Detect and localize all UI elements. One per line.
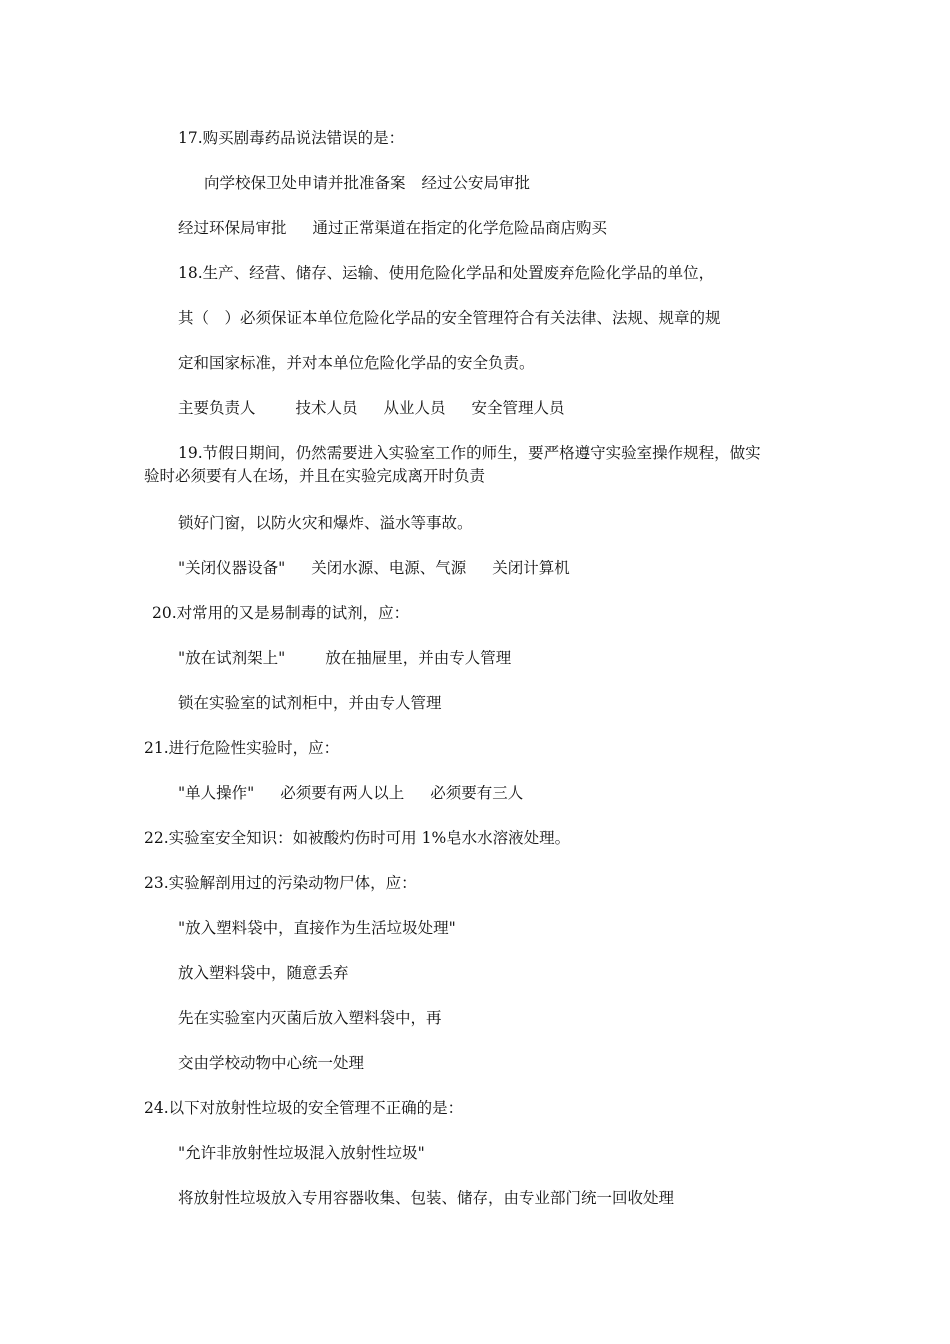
question-21-option-c: 必须要有三人 — [430, 784, 524, 802]
question-18-stem-line-1 — [178, 262, 714, 284]
question-19-stem-line-1 — [178, 442, 761, 464]
question-17-stem-text: 17.购买剧毒药品说法错误的是： — [178, 129, 405, 147]
question-24-option-a: "允许非放射性垃圾混入放射性垃圾" — [178, 1144, 425, 1162]
question-17-option-a: 向学校保卫处申请并批准备案 — [204, 174, 406, 192]
question-17-options-row-1 — [204, 172, 530, 194]
question-21-options — [178, 782, 523, 804]
question-17-option-c: 经过环保局审批 — [178, 219, 287, 237]
question-21-stem-text: 21.进行危险性实验时，应： — [144, 739, 340, 757]
question-23-option-c-line-2: 交由学校动物中心统一处理 — [178, 1054, 365, 1072]
question-18-option-a: 主要负责人 — [178, 399, 256, 417]
question-19-option-c: 关闭计算机 — [492, 559, 570, 577]
question-23-option-a: "放入塑料袋中，直接作为生活垃圾处理" — [178, 919, 456, 937]
question-19-stem-text-2: 验时必须要有人在场，并且在实验完成离开时负责 — [144, 467, 486, 485]
question-18-stem-line-2 — [178, 307, 721, 329]
question-19-option-b: 关闭水源、电源、气源 — [311, 559, 467, 577]
question-20-option-a: "放在试剂架上" — [178, 649, 286, 667]
question-20-options-row-2 — [178, 692, 442, 714]
question-19-options — [178, 557, 570, 579]
question-23-option-c-row-1 — [178, 1007, 442, 1029]
question-24-stem — [144, 1097, 463, 1119]
question-19-stem-line-3 — [178, 512, 473, 534]
question-17-option-d: 通过正常渠道在指定的化学危险品商店购买 — [312, 219, 608, 237]
question-18-option-c: 从业人员 — [383, 399, 446, 417]
question-20-stem — [152, 602, 409, 624]
question-21-stem — [144, 737, 339, 759]
question-22-stem-text: 22.实验室安全知识：如被酸灼伤时可用 1%皂水水溶液处理。 — [144, 829, 571, 847]
question-24-stem-text: 24.以下对放射性垃圾的安全管理不正确的是： — [144, 1099, 464, 1117]
question-18-stem-text-3: 定和国家标准，并对本单位危险化学品的安全负责。 — [178, 354, 535, 372]
question-20-option-c: 锁在实验室的试剂柜中，并由专人管理 — [178, 694, 442, 712]
question-18-stem-line-3 — [178, 352, 535, 374]
question-23-stem-text: 23.实验解剖用过的污染动物尸体，应： — [144, 874, 417, 892]
question-20-options-row-1 — [178, 647, 511, 669]
question-23-option-c-line-1: 先在实验室内灭菌后放入塑料袋中，再 — [178, 1009, 442, 1027]
question-18-options — [178, 397, 565, 419]
question-24-option-b-row — [178, 1187, 674, 1209]
question-19-option-a: "关闭仪器设备" — [178, 559, 286, 577]
question-19-stem-text-1: 19.节假日期间，仍然需要进入实验室工作的师生，要严格遵守实验室操作规程，做实 — [178, 444, 761, 462]
question-23-option-c-row-2 — [178, 1052, 364, 1074]
question-18-stem-text-2: 其（ ）必须保证本单位危险化学品的安全管理符合有关法律、法规、规章的规 — [178, 309, 721, 327]
question-19-stem-text-3: 锁好门窗，以防火灾和爆炸、溢水等事故。 — [178, 514, 473, 532]
question-24-option-b: 将放射性垃圾放入专用容器收集、包装、储存，由专业部门统一回收处理 — [178, 1189, 675, 1207]
question-20-stem-text: 20.对常用的又是易制毒的试剂，应： — [152, 604, 410, 622]
question-19-stem-line-2 — [144, 465, 485, 487]
question-24-option-a-row — [178, 1142, 425, 1164]
question-17-stem — [178, 127, 404, 149]
question-21-option-a: "单人操作" — [178, 784, 255, 802]
question-22-stem — [144, 827, 570, 849]
question-18-option-d: 安全管理人员 — [471, 399, 565, 417]
question-21-option-b: 必须要有两人以上 — [280, 784, 405, 802]
question-20-option-b: 放在抽屉里，并由专人管理 — [325, 649, 512, 667]
question-23-option-b: 放入塑料袋中，随意丢弃 — [178, 964, 349, 982]
question-17-option-b: 经过公安局审批 — [421, 174, 531, 192]
question-18-option-b: 技术人员 — [295, 399, 358, 417]
question-17-options-row-2 — [178, 217, 607, 239]
question-23-option-a-row — [178, 917, 456, 939]
question-23-stem — [144, 872, 417, 894]
question-18-stem-text-1: 18.生产、经营、储存、运输、使用危险化学品和处置废弃危险化学品的单位， — [178, 264, 715, 282]
question-23-option-b-row — [178, 962, 349, 984]
